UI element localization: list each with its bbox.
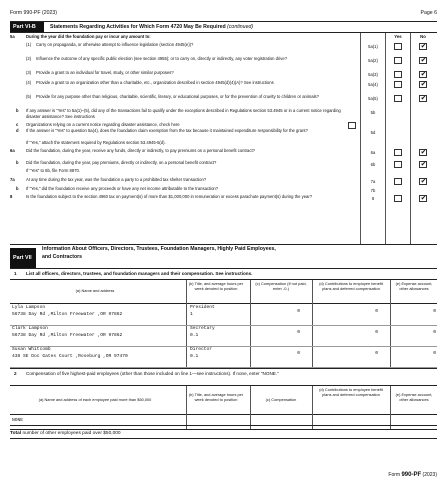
item-text: Influence the outcome of any specific public election (see section 4955); or to carry on, directly or indirectly, any voter registration drive? bbox=[36, 56, 288, 61]
column-rule bbox=[186, 280, 187, 368]
line-ref: 7a bbox=[370, 179, 376, 184]
divider bbox=[10, 279, 437, 280]
divider bbox=[10, 385, 437, 386]
item-text: Carry on propaganda, or otherwise attempt to influence legislation (section 4945(e))? bbox=[36, 42, 194, 47]
item-text: Provide a grant to an individual for travel, study, or other similar purposes? bbox=[36, 70, 174, 75]
officer-address: 438 SE Doc Gates Court ,Roseburg ,OR 97470 bbox=[12, 354, 128, 359]
divider bbox=[10, 325, 437, 326]
line-ref: 6b bbox=[370, 162, 376, 167]
col-header-employee: (a) Name and address of each employee paid more than $50,000 bbox=[38, 397, 152, 402]
no-checkbox[interactable] bbox=[419, 43, 427, 50]
line-ref: 5a(4) bbox=[368, 82, 378, 87]
officer-amount-d: 0 bbox=[375, 330, 378, 335]
form-id: Form 990-PF (2023) bbox=[10, 10, 57, 16]
item-number: (3) bbox=[26, 70, 32, 75]
officer-amount-e: 0 bbox=[433, 309, 436, 314]
divider bbox=[10, 244, 437, 245]
divider bbox=[10, 438, 437, 439]
col-header-compensation: (c) Compensation bbox=[265, 397, 297, 402]
no-checkbox[interactable] bbox=[419, 71, 427, 78]
officer-amount-c: 0 bbox=[297, 330, 300, 335]
footer: Form 990-PF (2023) bbox=[388, 472, 437, 478]
officer-amount-e: 0 bbox=[433, 351, 436, 356]
line-ref: 5b bbox=[370, 110, 376, 115]
line-ref: 5a(3) bbox=[368, 72, 378, 77]
line-ref: 8 bbox=[371, 196, 375, 201]
divider bbox=[10, 368, 437, 369]
line-ref: 5d bbox=[370, 130, 376, 135]
no-checkbox[interactable] bbox=[419, 95, 427, 102]
col-header-expense: (e) Expense account, other allowances bbox=[395, 392, 433, 402]
item-text: If "Yes," attach the statement required by Regulations section 53.4945-5(d). bbox=[26, 140, 166, 145]
no-checkbox[interactable] bbox=[419, 81, 427, 88]
item-number: (5) bbox=[26, 94, 32, 99]
column-rule bbox=[390, 280, 391, 368]
line-ref: 5a(1) bbox=[368, 44, 378, 49]
page-number: Page 6 bbox=[420, 10, 437, 16]
yes-checkbox[interactable] bbox=[394, 81, 402, 88]
line-ref: 6a bbox=[370, 150, 376, 155]
divider bbox=[10, 32, 437, 33]
item-text: Provide for any purpose other than religious, charitable, scientific, literary, or educational purposes, or for the prevention of cruelty to children or animals? bbox=[36, 94, 319, 99]
item-number: 8 bbox=[10, 194, 13, 199]
item-text: Organizations relying on a current notice regarding disaster assistance, check here bbox=[26, 122, 180, 127]
line-ref: 7b bbox=[370, 188, 376, 193]
part-badge: Part VII bbox=[10, 248, 36, 268]
col-header-name: (a) Name and address bbox=[75, 288, 115, 293]
officer-amount-c: 0 bbox=[297, 351, 300, 356]
line-ref: 5a(2) bbox=[368, 58, 378, 63]
item-text: If "Yes" to 6b, file Form 8870. bbox=[26, 168, 81, 173]
item-text: Did the foundation, during the year, pay premiums, directly or indirectly, on a personal benefit contract? bbox=[26, 160, 217, 165]
officer-amount-e: 0 bbox=[433, 330, 436, 335]
column-rule bbox=[186, 386, 187, 429]
officer-name: Susan Whitcomb bbox=[12, 347, 51, 352]
officer-name: Lyla Lampson bbox=[12, 305, 46, 310]
officer-title: Director bbox=[190, 347, 213, 352]
line-ref: 5a(5) bbox=[368, 96, 378, 101]
divider bbox=[10, 425, 437, 426]
yes-checkbox[interactable] bbox=[394, 57, 402, 64]
column-rule bbox=[390, 386, 391, 429]
divider bbox=[10, 414, 437, 415]
officer-hours: 1 bbox=[190, 312, 193, 317]
item-number: (2) bbox=[26, 56, 32, 61]
divider bbox=[10, 346, 437, 347]
item-number: 6a bbox=[10, 148, 15, 153]
item-text: At any time during the tax year, was the foundation a party to a prohibited tax shelter transaction? bbox=[26, 177, 207, 182]
col-header-contributions: (d) Contributions to employee benefit plans and deferred compensation bbox=[319, 387, 383, 397]
item-text: If the answer is "Yes" to question 5a(4), does the foundation claim exemption from the tax because it maintained expenditure responsibility for the grant? bbox=[26, 128, 308, 133]
column-yes: Yes bbox=[394, 34, 402, 39]
item-text: Did the foundation, during the year, receive any funds, directly or indirectly, to pay premiums on a personal benefit contract? bbox=[26, 148, 255, 153]
col-header-title: (b) Title, and average hours per week devoted to position bbox=[188, 392, 244, 402]
officer-address: 56738 Day Rd ,Milton Freewater ,OR 97862 bbox=[12, 312, 123, 317]
part-title: Information About Officers, Directors, Trustees, Foundation Managers, Highly Paid Employees, and Contractors bbox=[42, 246, 276, 260]
officer-amount-c: 0 bbox=[297, 309, 300, 314]
yes-checkbox[interactable] bbox=[394, 195, 402, 202]
yes-checkbox[interactable] bbox=[394, 178, 402, 185]
officer-title: Secretary bbox=[190, 326, 215, 331]
item-number: (4) bbox=[26, 80, 32, 85]
column-rule bbox=[250, 280, 251, 368]
item-text: Provide a grant to an organization other than a charitable, etc., organization described in section 4945(d)(4)(A)? See instructions bbox=[36, 80, 274, 85]
column-rule bbox=[385, 33, 386, 244]
yes-checkbox[interactable] bbox=[394, 161, 402, 168]
officer-name: Clark Lampson bbox=[12, 326, 48, 331]
col-header-expense: (e) Expense account, other allowances bbox=[395, 281, 433, 291]
item-number: 7a bbox=[10, 177, 15, 182]
column-no: No bbox=[420, 34, 426, 39]
no-checkbox[interactable] bbox=[419, 149, 427, 156]
part-badge: Part VI-B bbox=[10, 22, 44, 32]
yes-checkbox[interactable] bbox=[394, 149, 402, 156]
officer-hours: 0.1 bbox=[190, 333, 199, 338]
divider bbox=[10, 303, 437, 304]
yes-checkbox[interactable] bbox=[394, 71, 402, 78]
part-title: Statements Regarding Activities for Which Form 4720 May Be Required (continued) bbox=[50, 24, 254, 30]
employee-none: NONE bbox=[12, 418, 24, 423]
column-rule bbox=[360, 33, 361, 244]
column-rule bbox=[410, 33, 411, 244]
officer-address: 56738 Day Rd ,Milton Freewater ,OR 97862 bbox=[12, 333, 123, 338]
column-rule bbox=[250, 386, 251, 429]
no-checkbox[interactable] bbox=[419, 178, 427, 185]
item-number: d bbox=[16, 128, 19, 133]
yes-checkbox[interactable] bbox=[394, 95, 402, 102]
no-checkbox[interactable] bbox=[419, 57, 427, 64]
item-text: Is the foundation subject to the section 4960 tax on payment(s) of more than $1,000,000 in remuneration or excess parachute payment(s) during the year? bbox=[26, 194, 313, 199]
divider bbox=[10, 268, 437, 269]
yes-checkbox[interactable] bbox=[394, 43, 402, 50]
col-header-compensation: (c) Compensation (If not paid, enter -0-) bbox=[255, 281, 307, 291]
total-row: Total number of other employees paid over $50,000 bbox=[10, 431, 121, 436]
divider bbox=[10, 429, 437, 430]
no-checkbox[interactable] bbox=[419, 161, 427, 168]
officer-hours: 0.1 bbox=[190, 354, 199, 359]
item-number: c bbox=[16, 122, 19, 127]
officer-amount-d: 0 bbox=[375, 351, 378, 356]
column-rule bbox=[312, 386, 313, 429]
item-text: If "Yes," did the foundation receive any proceeds or have any net income attributable to the transaction? bbox=[26, 186, 219, 191]
officer-amount-d: 0 bbox=[375, 309, 378, 314]
col-header-contributions: (d) Contributions to employee benefit plans and deferred compensation bbox=[319, 281, 383, 291]
page-header bbox=[10, 10, 437, 20]
item-text: If any answer is "Yes" to 5a(1)–(5), did any of the transactions fail to qualify under the exceptions described in Regulations section 53.4945 or in a current notice regarding disaster assistance? See instructions bbox=[26, 108, 341, 119]
item-number: (1) bbox=[26, 42, 32, 47]
item-number: b bbox=[16, 186, 19, 191]
item-number: b bbox=[16, 108, 19, 113]
no-checkbox[interactable] bbox=[419, 195, 427, 202]
item-number: b bbox=[16, 160, 19, 165]
officer-title: President bbox=[190, 305, 215, 310]
col-header-title: (b) Title, and average hours per week devoted to position bbox=[188, 281, 244, 291]
column-rule bbox=[312, 280, 313, 368]
